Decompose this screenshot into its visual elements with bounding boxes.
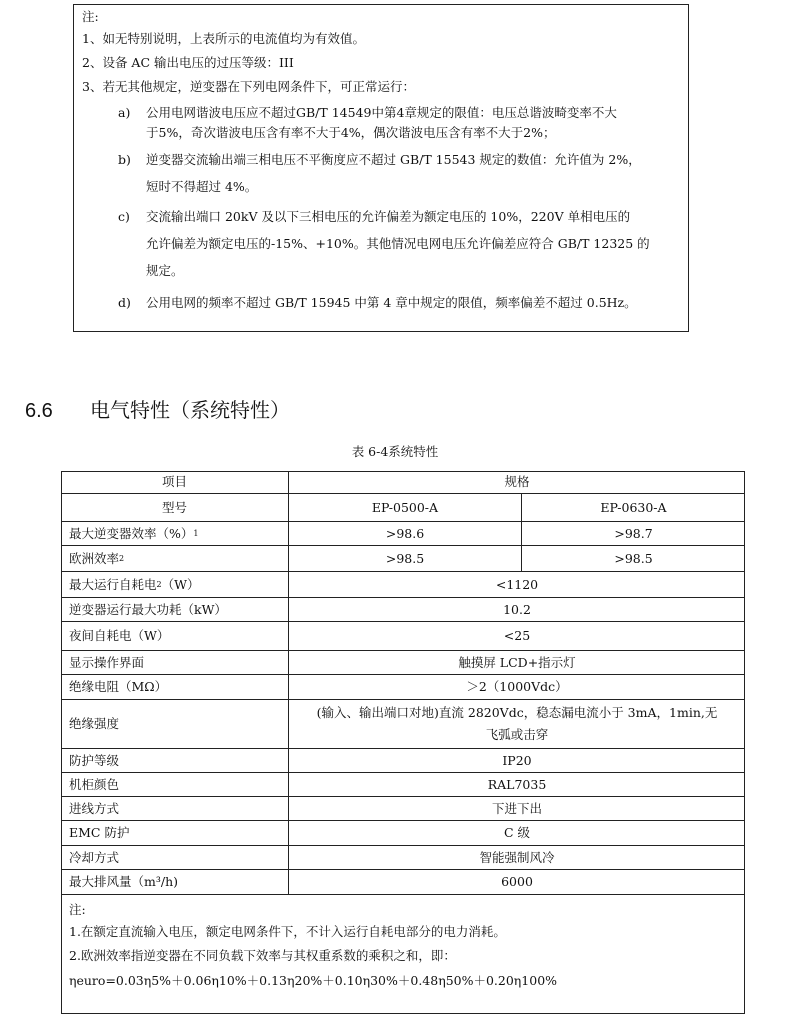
row-value: >98.5 [288,545,521,571]
table-row [61,597,745,621]
row-label: 防护等级 [61,748,288,772]
row-label: 机柜颜色 [61,772,288,796]
table-row [61,796,745,820]
note-item: 1、如无特别说明，上表所示的电流值均为有效值。 [82,31,365,46]
sub-item-mark: c) [118,209,130,224]
table-row [61,545,745,571]
sub-item-mark: d) [118,295,131,310]
row-value: RAL7035 [288,772,745,796]
row-label: 绝缘强度 [61,699,288,748]
row-label-text: 最大逆变器效率（%） [69,525,194,541]
row-label-text: 欧洲效率 [69,550,120,566]
header-spec: 规格 [288,471,745,493]
row-label: 冷却方式 [61,845,288,869]
table-row [61,621,745,650]
sub-item-line: 短时不得超过 4%。 [146,179,258,194]
sub-item-line: 公用电网谐波电压应不超过GB/T 14549中第4章规定的限值：电压总谐波畸变率不大 [146,105,617,120]
sub-item-line: 允许偏差为额定电压的-15%、+10%。其他情况电网电压允许偏差应符合 GB/T 12325 的 [146,236,650,251]
section-number: 6.6 [25,400,53,422]
sub-item-mark: a) [118,105,131,120]
table-note-line: 1.在额定直流输入电压，额定电网条件下，不计入运行自耗电部分的电力消耗。 [69,924,506,939]
table-header-row [61,471,745,493]
sub-item-line: 逆变器交流输出端三相电压不平衡度应不超过 GB/T 15543 规定的数值：允许值为 2%， [146,152,641,167]
row-label: 绝缘电阻（MΩ） [61,674,288,699]
model-name: EP-0500-A [288,493,521,521]
row-label: 显示操作界面 [61,650,288,674]
row-value: IP20 [288,748,745,772]
table-row [61,521,745,545]
row-value-line: 飞弧或击穿 [485,727,549,742]
note-item: 2、设备 AC 输出电压的过压等级：III [82,55,294,70]
sub-item-line: 于5%，奇次谐波电压含有率不大于4%，偶次谐波电压含有率不大于2%； [146,125,556,140]
row-value: >98.6 [288,521,521,545]
table-notes [61,894,745,1014]
row-value: 下进下出 [288,796,745,820]
section-title: 电气特性（系统特性） [90,400,290,422]
note-item: 3、若无其他规定，逆变器在下列电网条件下，可正常运行： [82,79,415,94]
sub-item-line: 交流输出端口 20kV 及以下三相电压的允许偏差为额定电压的 10%，220V 单相电压的 [146,209,631,224]
row-label-unit: （W） [161,576,200,592]
row-value-line: (输入、输出端口对地)直流 2820Vdc，稳态漏电流小于 3mA，1min,无 [316,705,718,720]
row-value [288,699,745,748]
table-row [61,674,745,699]
notes-label: 注: [82,9,99,24]
table-row [61,571,745,597]
row-value: 智能强制风冷 [288,845,745,869]
row-value: 10.2 [288,597,745,621]
sub-item-line: 公用电网的频率不超过 GB/T 15945 中第 4 章中规定的限值，频率偏差不超过 0.5Hz。 [146,295,637,310]
header-item: 项目 [161,474,187,489]
table-row [61,650,745,674]
model-label: 型号 [61,493,288,521]
row-label: 进线方式 [61,796,288,820]
spec-table [61,471,745,1014]
row-label: 逆变器运行最大功耗（kW） [61,597,288,621]
table-row [61,772,745,796]
row-value: <1120 [288,571,745,597]
row-label: 最大运行自耗电 2 （W） [61,571,288,597]
table-row [61,845,745,869]
row-label: 最大排风量（m³/h) [61,869,288,894]
row-value: >98.7 [521,521,745,545]
sub-item-line: 规定。 [146,263,184,278]
model-name: EP-0630-A [521,493,745,521]
row-label: 最大逆变器效率（%） 1 [61,521,288,545]
table-caption: 表 6-4系统特性 [351,444,439,459]
sub-item-mark: b) [118,152,131,167]
notes-box [73,4,689,332]
row-label: 夜间自耗电（W） [61,621,288,650]
row-value: 触摸屏 LCD+指示灯 [288,650,745,674]
table-row [61,820,745,845]
row-label: 欧洲效率 2 [61,545,288,571]
row-value: C 级 [288,820,745,845]
table-note-line: 2.欧洲效率指逆变器在不同负载下效率与其权重系数的乘积之和，即： [69,948,456,963]
table-row [61,699,745,748]
row-value: 6000 [288,869,745,894]
table-notes-label: 注: [69,902,86,917]
row-value: >98.5 [521,545,745,571]
row-label-text: 最大运行自耗电 [69,576,157,592]
table-row [61,748,745,772]
row-label: EMC 防护 [61,820,288,845]
table-note-line: ηeuro=0.03η5%＋0.06η10%＋0.13η20%＋0.10η30%＋0.48η50%＋0.20η100% [69,973,558,988]
row-value: ＞2（1000Vdc） [288,674,745,699]
table-row [61,493,745,521]
row-value: <25 [288,621,745,650]
table-row [61,869,745,894]
